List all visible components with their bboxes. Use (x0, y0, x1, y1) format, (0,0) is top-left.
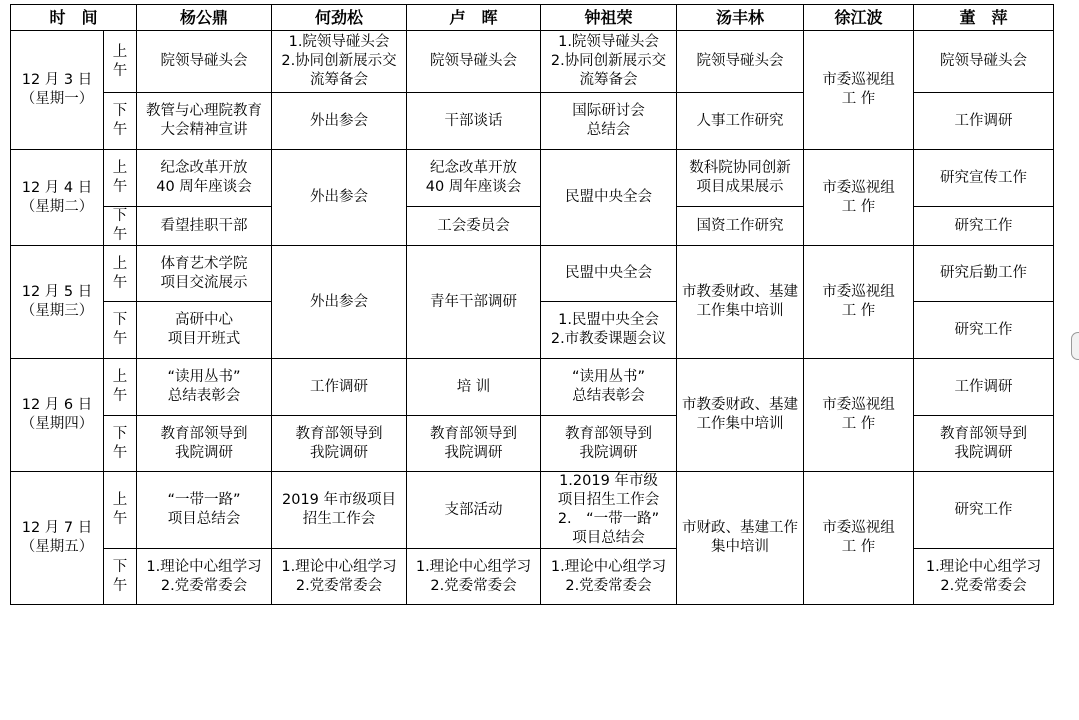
schedule-cell: 人事工作研究 (677, 93, 804, 150)
schedule-cell: 工会委员会 (407, 207, 541, 246)
header-person: 杨公鼎 (137, 5, 272, 31)
afternoon-label: 下 午 (104, 549, 137, 605)
schedule-cell: 国际研讨会 总结会 (541, 93, 677, 150)
header-row (11, 5, 1054, 31)
schedule-cell: “读用丛书” 总结表彰会 (137, 359, 272, 416)
table-row (11, 359, 1054, 416)
edge-handle[interactable] (1071, 332, 1079, 360)
schedule-cell: 教育部领导到 我院调研 (541, 416, 677, 472)
morning-label: 上 午 (104, 150, 137, 207)
schedule-cell: 1.院领导碰头会 2.协同创新展示交流筹备会 (272, 31, 407, 93)
schedule-cell: 高研中心 项目开班式 (137, 302, 272, 359)
schedule-cell: 教育部领导到 我院调研 (137, 416, 272, 472)
schedule-cell: 支部活动 (407, 472, 541, 549)
schedule-cell: 培 训 (407, 359, 541, 416)
morning-label: 上 午 (104, 31, 137, 93)
schedule-cell: 民盟中央全会 (541, 246, 677, 302)
schedule-cell: 外出参会 (272, 93, 407, 150)
schedule-cell: 外出参会 (272, 150, 407, 246)
schedule-cell: 1.民盟中央全会 2.市教委课题会议 (541, 302, 677, 359)
schedule-cell: 1.院领导碰头会 2.协同创新展示交流筹备会 (541, 31, 677, 93)
schedule-cell: 教育部领导到 我院调研 (407, 416, 541, 472)
schedule-cell: 教育部领导到 我院调研 (914, 416, 1054, 472)
day-label: 12 月 5 日 （星期三） (11, 246, 104, 359)
schedule-cell: 工作调研 (272, 359, 407, 416)
schedule-cell: 外出参会 (272, 246, 407, 359)
morning-label: 上 午 (104, 359, 137, 416)
table-row (11, 150, 1054, 207)
schedule-cell: 院领导碰头会 (914, 31, 1054, 93)
day-label: 12 月 6 日 （星期四） (11, 359, 104, 472)
schedule-cell: 院领导碰头会 (407, 31, 541, 93)
schedule-cell: 市委巡视组 工 作 (804, 150, 914, 246)
header-person: 董 萍 (914, 5, 1054, 31)
table-row (11, 472, 1054, 549)
schedule-cell: “一带一路” 项目总结会 (137, 472, 272, 549)
schedule-cell: 院领导碰头会 (137, 31, 272, 93)
schedule-cell: 教管与心理院教育大会精神宣讲 (137, 93, 272, 150)
schedule-cell: 1.理论中心组学习 2.党委常委会 (541, 549, 677, 605)
afternoon-label: 下 午 (104, 302, 137, 359)
schedule-cell: 院领导碰头会 (677, 31, 804, 93)
morning-label: 上 午 (104, 472, 137, 549)
schedule-cell: 看望挂职干部 (137, 207, 272, 246)
schedule-cell: 1.2019 年市级 项目招生工作会 2. “一带一路” 项目总结会 (541, 472, 677, 549)
schedule-cell: 工作调研 (914, 93, 1054, 150)
schedule-cell: 市财政、基建工作 集中培训 (677, 472, 804, 605)
schedule-table (10, 4, 1054, 605)
schedule-cell: 青年干部调研 (407, 246, 541, 359)
header-person: 钟祖荣 (541, 5, 677, 31)
header-person: 徐江波 (804, 5, 914, 31)
morning-label: 上 午 (104, 246, 137, 302)
schedule-cell: 研究工作 (914, 472, 1054, 549)
schedule-cell: 国资工作研究 (677, 207, 804, 246)
schedule-cell: 教育部领导到 我院调研 (272, 416, 407, 472)
schedule-cell: 1.理论中心组学习 2.党委常委会 (137, 549, 272, 605)
schedule-cell: 研究宣传工作 (914, 150, 1054, 207)
header-person: 汤丰林 (677, 5, 804, 31)
schedule-cell: 1.理论中心组学习 2.党委常委会 (272, 549, 407, 605)
schedule-cell: 市教委财政、基建 工作集中培训 (677, 359, 804, 472)
afternoon-label: 下 午 (104, 416, 137, 472)
schedule-cell: 工作调研 (914, 359, 1054, 416)
day-label: 12 月 3 日 （星期一） (11, 31, 104, 150)
header-person: 卢 晖 (407, 5, 541, 31)
table-row (11, 31, 1054, 93)
schedule-cell: 纪念改革开放 40 周年座谈会 (407, 150, 541, 207)
schedule-cell: 市委巡视组 工 作 (804, 472, 914, 605)
afternoon-label: 下 午 (104, 207, 137, 246)
schedule-cell: 1.理论中心组学习 2.党委常委会 (407, 549, 541, 605)
schedule-cell: “读用丛书” 总结表彰会 (541, 359, 677, 416)
schedule-cell: 体育艺术学院 项目交流展示 (137, 246, 272, 302)
schedule-cell: 市委巡视组 工 作 (804, 359, 914, 472)
day-label: 12 月 7 日 （星期五） (11, 472, 104, 605)
schedule-cell: 数科院协同创新 项目成果展示 (677, 150, 804, 207)
schedule-cell: 2019 年市级项目 招生工作会 (272, 472, 407, 549)
schedule-cell: 研究工作 (914, 207, 1054, 246)
table-row (11, 246, 1054, 302)
day-label: 12 月 4 日 （星期二） (11, 150, 104, 246)
schedule-cell: 纪念改革开放 40 周年座谈会 (137, 150, 272, 207)
schedule-cell: 民盟中央全会 (541, 150, 677, 246)
schedule-cell: 1.理论中心组学习 2.党委常委会 (914, 549, 1054, 605)
header-time: 时 间 (11, 5, 137, 31)
schedule-cell: 市教委财政、基建 工作集中培训 (677, 246, 804, 359)
schedule-cell: 干部谈话 (407, 93, 541, 150)
schedule-cell: 研究工作 (914, 302, 1054, 359)
schedule-cell: 市委巡视组 工 作 (804, 31, 914, 150)
schedule-cell: 市委巡视组 工 作 (804, 246, 914, 359)
header-person: 何劲松 (272, 5, 407, 31)
schedule-cell: 研究后勤工作 (914, 246, 1054, 302)
afternoon-label: 下 午 (104, 93, 137, 150)
